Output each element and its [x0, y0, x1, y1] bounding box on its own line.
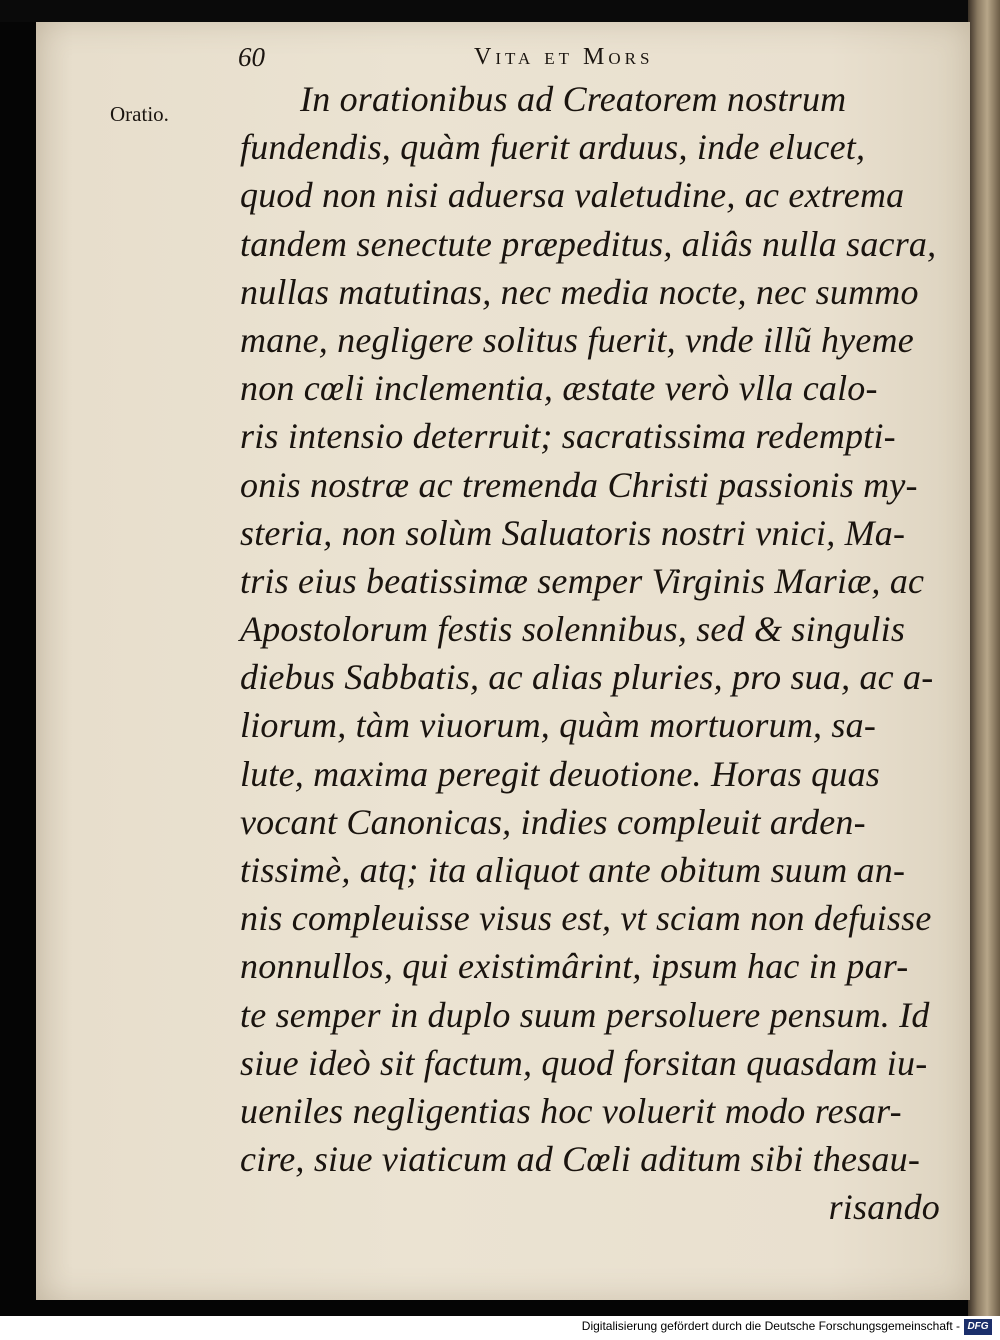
- text-line: nullas matutinas, nec media nocte, nec summo: [240, 271, 919, 312]
- catchword: risando: [828, 1187, 940, 1228]
- text-line: liorum, tàm viuorum, quàm mortuorum, sa-: [240, 705, 877, 746]
- text-line: onis nostræ ac tremenda Christi passionis my-: [240, 464, 918, 505]
- text-line: fundendis, quàm fuerit arduus, inde elucet,: [240, 127, 866, 168]
- page-number: 60: [238, 42, 265, 72]
- text-line: cire, siue viaticum ad Cœli aditum sibi thesau-: [240, 1139, 921, 1180]
- text-line: Apostolorum festis solennibus, sed & singulis: [240, 609, 906, 650]
- body-text: [240, 75, 940, 1232]
- digitization-footer: [0, 1316, 1000, 1340]
- text-line: nis compleuisse visus est, vt sciam non defuisse: [240, 898, 932, 939]
- text-line: ris intensio deterruit; sacratissima redempti-: [240, 416, 896, 457]
- text-line: tissimè, atq; ita aliquot ante obitum suum an-: [240, 850, 906, 890]
- text-line: In orationibus ad Creatorem nostrum: [300, 79, 847, 119]
- text-line: quod non nisi aduersa valetudine, ac extrema: [240, 175, 905, 216]
- text-line: vocant Canonicas, indies compleuit arden-: [240, 801, 866, 842]
- text-line: te semper in duplo suum persoluere pensum. Id: [240, 994, 930, 1035]
- running-title: Vita et Mors: [474, 44, 654, 70]
- running-head: [238, 42, 938, 78]
- text-line: tris eius beatissimæ semper Virginis Mariæ, ac: [240, 560, 925, 601]
- text-line: diebus Sabbatis, ac alias pluries, pro sua, ac a-: [240, 657, 934, 698]
- text-line: mane, negligere solitus fuerit, vnde illũ hyeme: [240, 319, 914, 360]
- margin-note: Oratio.: [110, 102, 169, 126]
- text-line: nonnullos, qui existimârint, ipsum hac in par-: [240, 946, 909, 987]
- text-line: steria, non solùm Saluatoris nostri vnici, Ma-: [240, 512, 906, 553]
- text-line: siue ideò sit factum, quod forsitan quasdam iu-: [240, 1042, 928, 1083]
- text-line: non cœli inclementia, æstate verò vlla calo-: [240, 368, 878, 409]
- dfg-logo: DFG: [964, 1319, 992, 1335]
- text-line: ueniles negligentias hoc voluerit modo resar-: [240, 1090, 902, 1131]
- book-edge: [968, 0, 1000, 1316]
- funding-credit: Digitalisierung gefördert durch die Deutsche Forschungsgemeinschaft -: [581, 1319, 960, 1333]
- scan-top-border: [0, 0, 1000, 22]
- text-line: tandem senectute præpeditus, aliâs nulla sacra,: [240, 223, 937, 264]
- text-line: lute, maxima peregit deuotione. Horas quas: [240, 753, 880, 794]
